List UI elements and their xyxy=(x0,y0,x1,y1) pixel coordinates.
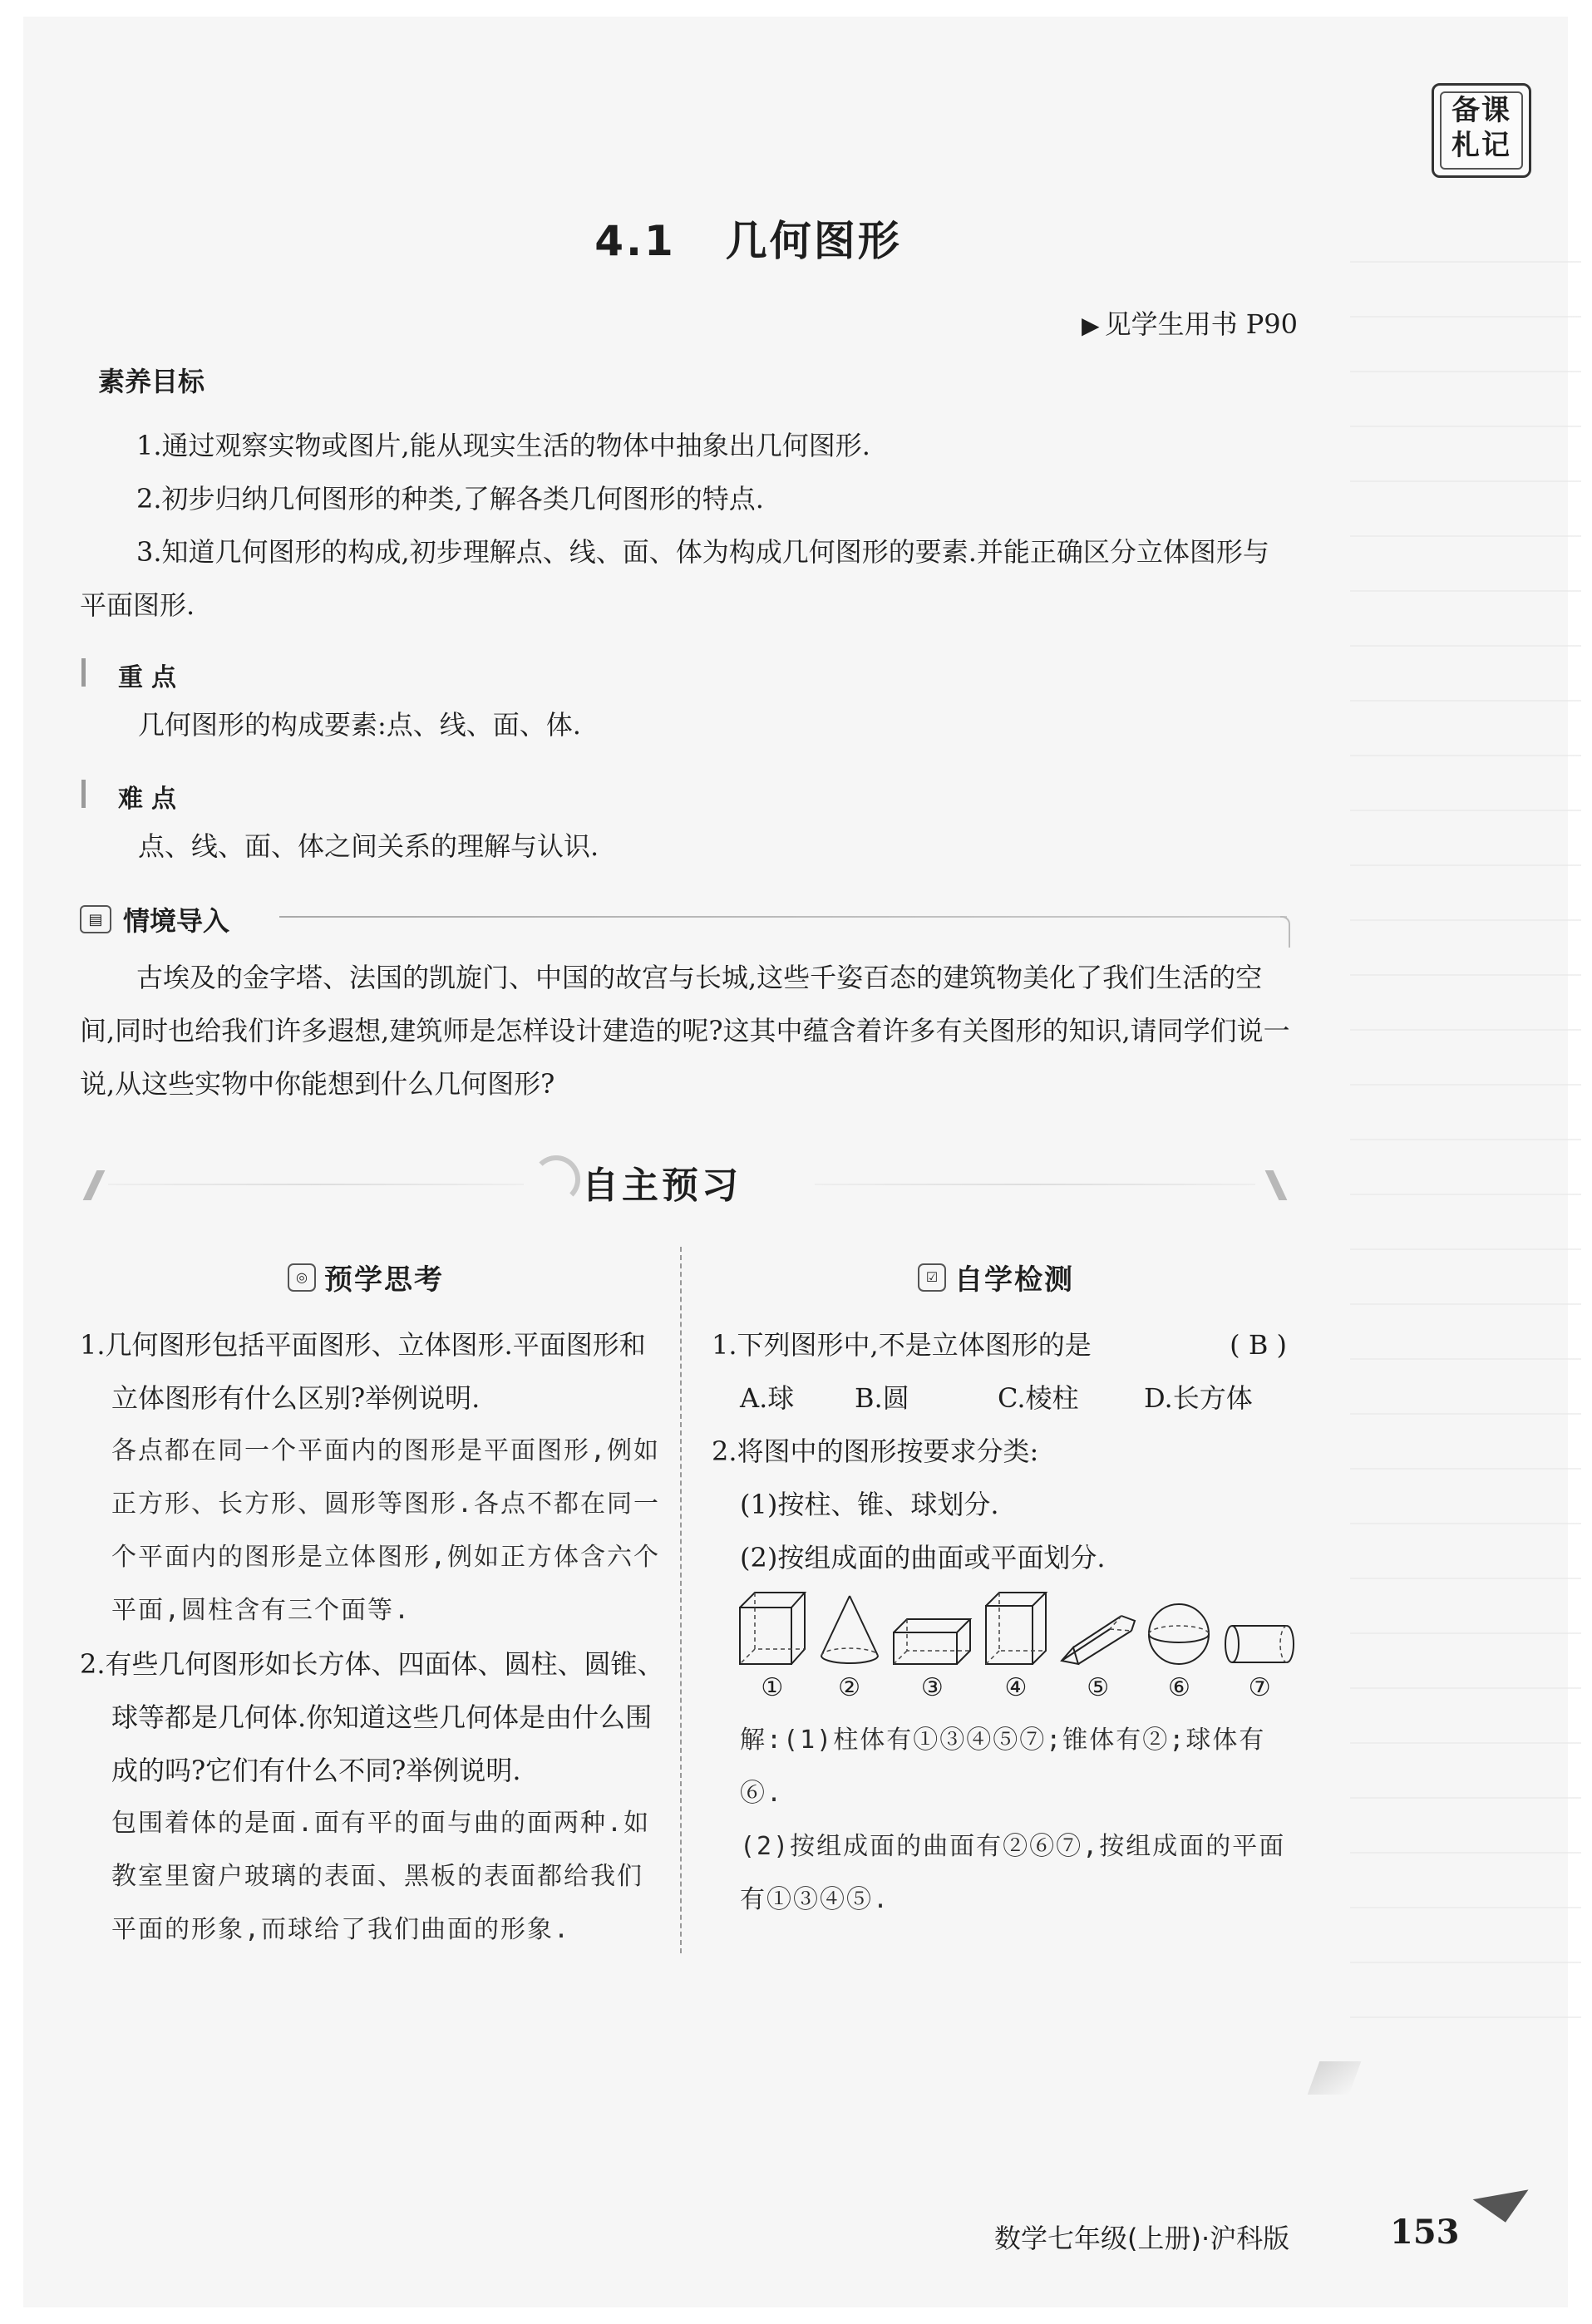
shapes-figure xyxy=(712,1589,1299,1709)
shape-label: ① xyxy=(761,1673,784,1702)
shape-label: ② xyxy=(838,1673,861,1702)
left-column-heading xyxy=(288,1257,444,1297)
right-column-heading xyxy=(918,1257,1074,1297)
student-book-reference xyxy=(1082,303,1298,342)
check-solution-1: 解:(1)柱体有①③④⑤⑦;锥体有②;球体有⑥. xyxy=(740,1726,1266,1808)
sphere-icon xyxy=(1146,1601,1212,1667)
scene-heading xyxy=(80,900,229,938)
difficult-point-text: 点、线、面、体之间关系的理解与认识. xyxy=(138,830,599,862)
check-question-1-choices xyxy=(712,1371,1299,1425)
square-prism-icon xyxy=(983,1589,1049,1667)
left-column-heading-text: 预学思考 xyxy=(324,1263,444,1297)
key-point-text: 几何图形的构成要素:点、线、面、体. xyxy=(138,709,581,741)
check-solution-2: (2)按组成面的曲面有②⑥⑦,按组成面的平面有①③④⑤. xyxy=(740,1832,1286,1914)
shape-label: ⑦ xyxy=(1248,1673,1271,1702)
think-answer-1: 各点都在同一个平面内的图形是平面图形,例如正方形、长方形、圆形等图形.各点不都在同一个平面内的图形是立体图形,例如正方体含六个平面,圆柱含有三个面等. xyxy=(111,1436,661,1625)
swirl-icon xyxy=(532,1155,580,1204)
goals-heading: 素养目标 xyxy=(98,366,205,397)
triangular-prism-icon xyxy=(1058,1613,1138,1667)
scene-divider-end xyxy=(1280,916,1290,948)
think-icon: ◎ xyxy=(288,1263,316,1292)
scene-divider xyxy=(279,916,1287,918)
goal-item: 1.通过观察实物或图片,能从现实生活的物体中抽象出几何图形. xyxy=(136,430,870,461)
banner-left-line xyxy=(108,1184,524,1185)
section-banner xyxy=(0,1147,1330,1214)
right-column-heading-text: 自学检测 xyxy=(954,1263,1074,1297)
check-question-1: 1.下列图形中,不是立体图形的是 xyxy=(712,1329,1092,1361)
section-banner-title: 自主预习 xyxy=(582,1164,742,1207)
shape-label: ⑤ xyxy=(1087,1673,1110,1702)
check-question-1-answer: ( B ) xyxy=(1230,1329,1287,1361)
choice-a: A.球 xyxy=(740,1382,795,1414)
banner-right-line xyxy=(815,1184,1255,1185)
check-question-2: 2.将图中的图形按要求分类: xyxy=(712,1435,1039,1467)
choice-b: B.圆 xyxy=(855,1382,909,1414)
scene-paragraph: 古埃及的金字塔、法国的凯旋门、中国的故宫与长城,这些千姿百态的建筑物美化了我们生活的空间,同时也给我们许多遐想,建筑师是怎样设计建造的呢?这其中蕴含着许多有关图形的知识,请同学们说一说,从这些实物中你能想到什么几何图形? xyxy=(80,962,1290,1100)
notes-badge xyxy=(1432,83,1531,178)
shape-1 xyxy=(735,1589,810,1709)
shape-6 xyxy=(1143,1601,1216,1709)
shape-label: ⑥ xyxy=(1167,1673,1190,1702)
checklist-icon: ☑ xyxy=(918,1263,946,1292)
think-question-1: 1.几何图形包括平面图形、立体图形.平面图形和立体图形有什么区别?举例说明. xyxy=(80,1329,646,1414)
document-icon: ▤ xyxy=(80,905,111,933)
cube-icon xyxy=(737,1589,808,1667)
footer-book-title: 数学七年级(上册)·沪科版 xyxy=(994,2223,1290,2254)
shape-5 xyxy=(1057,1613,1140,1709)
goals-list xyxy=(80,419,1294,632)
check-question-2-sub-1: (1)按柱、锥、球划分. xyxy=(740,1489,999,1520)
page-number: 153 xyxy=(1390,2213,1460,2252)
think-answer-2: 包围着体的是面.面有平的面与曲的面两种.如教室里窗户玻璃的表面、黑板的表面都给我们平面的形象,而球给了我们曲面的形象. xyxy=(111,1809,651,1944)
scene-heading-text: 情境导入 xyxy=(123,905,230,937)
difficult-point-label: 难点 xyxy=(118,778,185,815)
cylinder-icon xyxy=(1222,1621,1297,1667)
shape-4 xyxy=(980,1589,1052,1709)
think-question-2: 2.有些几何图形如长方体、四面体、圆柱、圆锥、球等都是几何体.你知道这些几何体是由什么围成的吗?它们有什么不同?举例说明. xyxy=(80,1648,664,1786)
lesson-name: 几何图形 xyxy=(725,217,902,265)
lesson-number: 4.1 xyxy=(594,217,676,265)
right-column xyxy=(712,1318,1299,1927)
choice-c: C.棱柱 xyxy=(998,1382,1079,1414)
shape-3 xyxy=(889,1616,975,1709)
reference-text: 见学生用书 P90 xyxy=(1104,308,1298,340)
check-question-1-row xyxy=(712,1318,1299,1371)
choice-d: D.长方体 xyxy=(1144,1382,1253,1414)
notes-margin-lines xyxy=(1350,208,1581,2036)
shape-7 xyxy=(1220,1621,1299,1709)
left-column xyxy=(80,1318,667,1957)
triangle-pointer-icon: ▶ xyxy=(1082,312,1100,339)
cone-icon xyxy=(816,1593,883,1667)
goal-item: 2.初步归纳几何图形的种类,了解各类几何图形的特点. xyxy=(136,483,764,515)
shape-label: ④ xyxy=(1004,1673,1028,1702)
key-point-label: 重点 xyxy=(118,657,185,693)
badge-line-2: 札记 xyxy=(1452,129,1511,162)
goal-item: 3.知道几何图形的构成,初步理解点、线、面、体为构成几何图形的要素.并能正确区分立体图形与平面图形. xyxy=(80,536,1269,621)
lesson-title xyxy=(0,208,1496,268)
shape-label: ③ xyxy=(920,1673,944,1702)
check-question-2-sub-2: (2)按组成面的曲面或平面划分. xyxy=(740,1542,1106,1573)
column-divider xyxy=(680,1247,682,1953)
banner-right-slash xyxy=(1265,1170,1288,1200)
badge-line-1: 备课 xyxy=(1452,94,1511,127)
rectangular-prism-icon xyxy=(890,1616,973,1667)
banner-left-slash xyxy=(83,1170,106,1200)
shape-2 xyxy=(813,1593,886,1709)
